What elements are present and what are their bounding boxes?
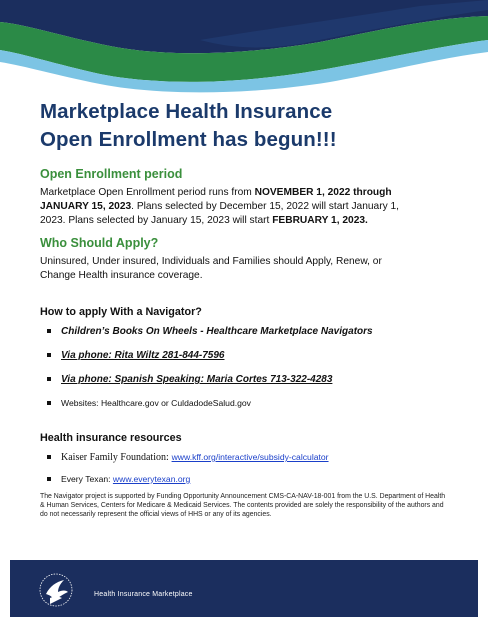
who-line-2: Change Health insurance coverage. bbox=[40, 270, 203, 281]
who-should-apply-heading: Who Should Apply? bbox=[40, 236, 159, 250]
kff-link[interactable]: www.kff.org/interactive/subsidy-calculator bbox=[171, 452, 329, 462]
every-texan-link[interactable]: www.everytexan.org bbox=[112, 474, 191, 484]
who-line-1: Uninsured, Under insured, Individuals and Families should Apply, Renew, or bbox=[40, 256, 382, 267]
list-item bbox=[61, 349, 224, 362]
open-enrollment-text bbox=[40, 186, 460, 228]
disclaimer-text: The Navigator project is supported by Funding Opportunity Announcement CMS-CA-NAV-18-001 from the U.S. Department of Health & Human Services, Centers for Medicare & Medicaid Services. The contents provided are solely the responsibility of the authors and do not necessarily represent the official views of HHS or any of its agencies. bbox=[40, 493, 446, 519]
every-texan-label: Every Texan: bbox=[61, 474, 111, 484]
title-line-1: Marketplace Health Insurance bbox=[40, 100, 333, 123]
navigator-phone-english[interactable]: Via phone: Rita Wiltz 281-844-7596 bbox=[61, 350, 225, 361]
bullet-icon bbox=[47, 329, 51, 333]
bullet-icon bbox=[47, 477, 51, 481]
title-line-2: Open Enrollment has begun!!! bbox=[40, 128, 337, 151]
footer-brand-part-b: Marketplace bbox=[152, 591, 193, 598]
open-enrollment-heading: Open Enrollment period bbox=[40, 167, 183, 181]
kff-label: Kaiser Family Foundation: bbox=[61, 452, 169, 463]
oe-date-start: NOVEMBER 1, 2022 through bbox=[254, 187, 392, 198]
oe-text-part-2: . Plans selected by December 15, 2022 will start January 1, bbox=[131, 201, 400, 212]
hhs-eagle-seal-icon bbox=[36, 570, 76, 610]
bullet-icon bbox=[47, 401, 51, 405]
footer-brand-text bbox=[94, 591, 193, 598]
list-item bbox=[61, 325, 373, 338]
navigator-heading: How to apply With a Navigator? bbox=[40, 306, 202, 318]
bullet-icon bbox=[47, 377, 51, 381]
footer-bar bbox=[10, 560, 478, 617]
oe-text-part-3: 2023. Plans selected by January 15, 2023 will start bbox=[40, 215, 273, 226]
who-should-apply-text bbox=[40, 255, 460, 283]
list-item bbox=[61, 451, 329, 464]
navigator-websites: Websites: Healthcare.gov or CuldadodeSalud.gov bbox=[61, 398, 251, 408]
footer-brand-part-a: Health Insurance bbox=[94, 591, 153, 598]
oe-date-february: FEBRUARY 1, 2023. bbox=[272, 215, 368, 226]
bullet-icon bbox=[47, 353, 51, 357]
bullet-icon bbox=[47, 455, 51, 459]
oe-text-part-1: Marketplace Open Enrollment period runs from bbox=[40, 187, 255, 198]
page-title bbox=[40, 98, 470, 154]
list-item bbox=[61, 473, 190, 486]
navigator-org-name: Children’s Books On Wheels - Healthcare Marketplace Navigators bbox=[61, 326, 373, 337]
resources-heading: Health insurance resources bbox=[40, 432, 182, 444]
list-item bbox=[61, 397, 251, 410]
header-wave-banner bbox=[0, 0, 488, 95]
oe-date-end: JANUARY 15, 2023 bbox=[40, 201, 132, 212]
navigator-phone-spanish[interactable]: Via phone: Spanish Speaking: Maria Cortes 713-322-4283 bbox=[61, 374, 333, 385]
list-item bbox=[61, 373, 332, 386]
